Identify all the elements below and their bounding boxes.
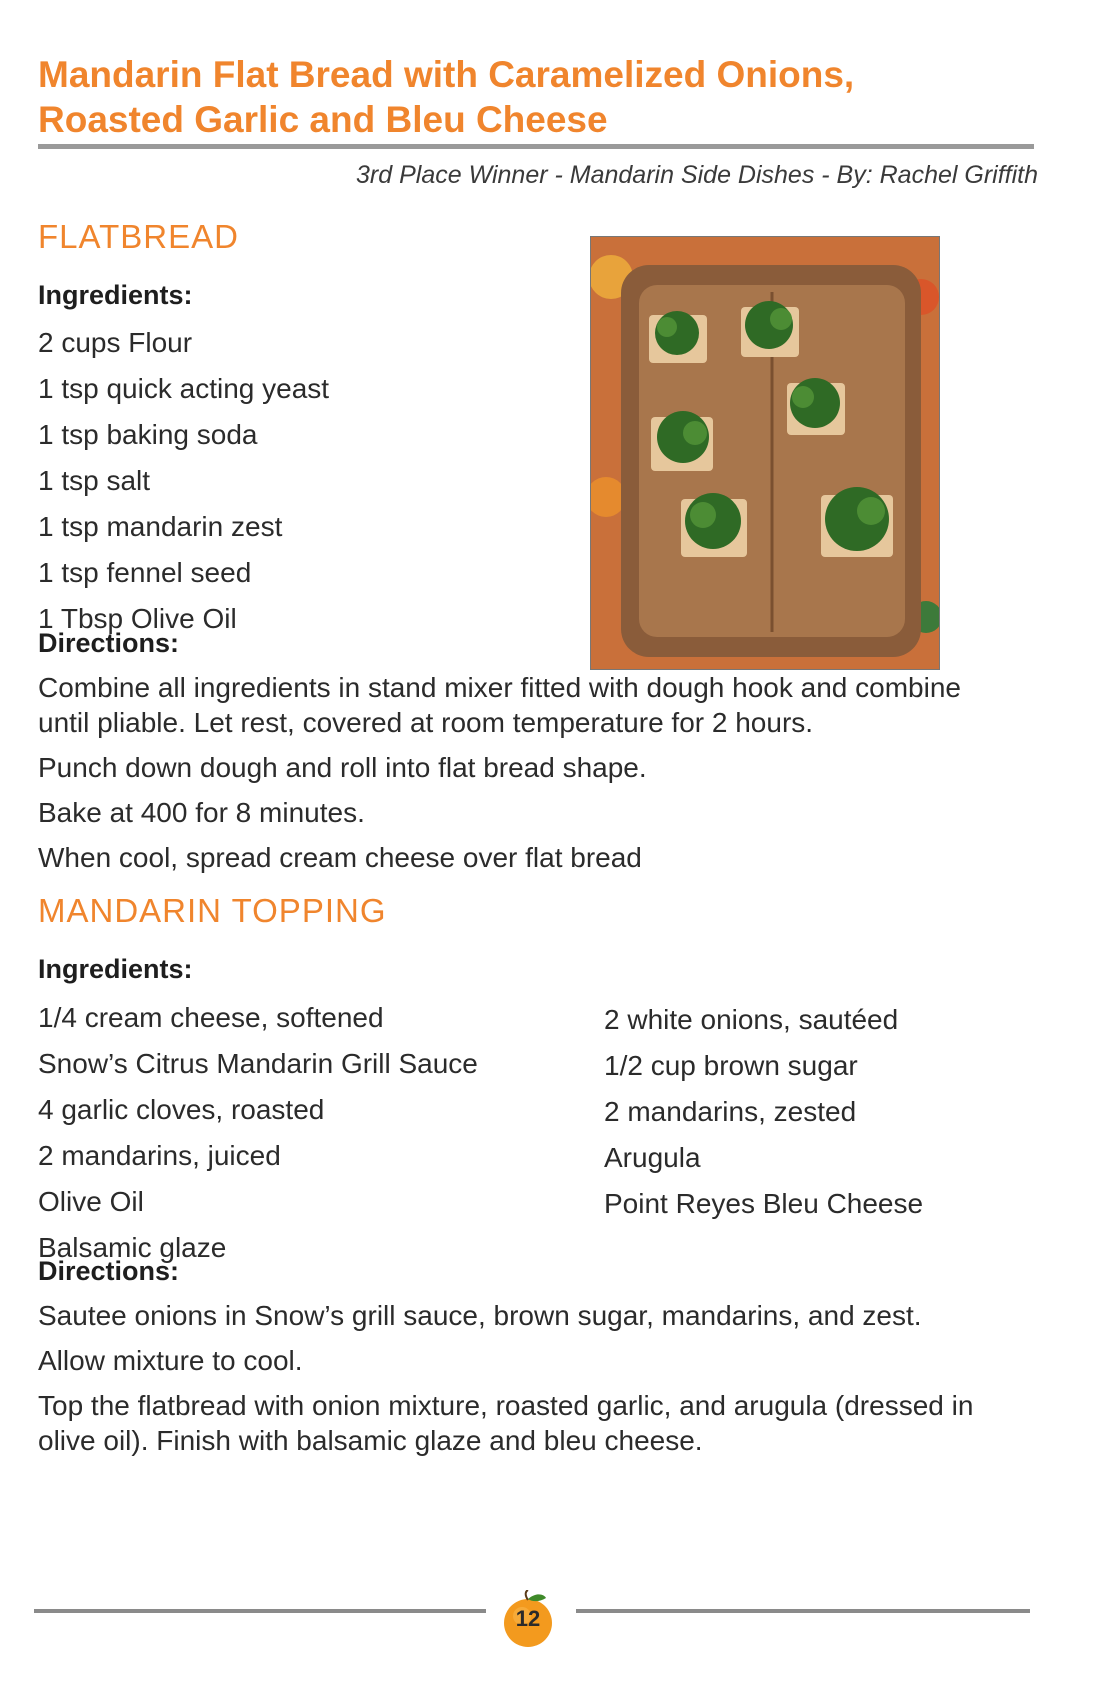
recipe-title xyxy=(38,52,1038,142)
list-item: 2 mandarins, juiced xyxy=(38,1140,281,1171)
list-item: 4 garlic cloves, roasted xyxy=(38,1094,325,1125)
list-item: 1 tsp mandarin zest xyxy=(38,511,283,542)
topping-directions-label: Directions: xyxy=(38,1256,180,1286)
topping-heading: MANDARIN TOPPING xyxy=(38,892,387,929)
list-item: 1 tsp baking soda xyxy=(38,419,258,450)
topping-ingredient-list-right xyxy=(604,997,923,1227)
list-item: Arugula xyxy=(604,1142,701,1173)
list-item: 1 tsp quick acting yeast xyxy=(38,373,330,404)
flatbread-directions-label: Directions: xyxy=(38,628,180,658)
flatbread-photo xyxy=(590,236,940,670)
list-item: 1/4 cream cheese, softened xyxy=(38,1002,384,1033)
list-item: 2 cups Flour xyxy=(38,327,193,358)
topping-directions xyxy=(38,1298,1038,1468)
flatbread-ingredients-label: Ingredients: xyxy=(38,280,193,310)
flatbread-directions xyxy=(38,670,998,885)
list-item: 2 mandarins, zested xyxy=(604,1096,857,1127)
topping-ingredients-label: Ingredients: xyxy=(38,954,193,984)
recipe-byline: 3rd Place Winner - Mandarin Side Dishes - By: Rachel Griffith xyxy=(356,161,1038,189)
list-item: 1/2 cup brown sugar xyxy=(604,1050,858,1081)
flatbread-ingredient-list xyxy=(38,320,329,642)
flatbread-heading: FLATBREAD xyxy=(38,218,239,255)
direction-step: Punch down dough and roll into flat bread shape. xyxy=(38,752,647,783)
direction-step: Bake at 400 for 8 minutes. xyxy=(38,797,365,828)
direction-step: Sautee onions in Snow’s grill sauce, brown sugar, mandarins, and zest. xyxy=(38,1300,922,1331)
title-line-1: Mandarin Flat Bread with Caramelized Onions, xyxy=(38,54,855,95)
direction-step: Top the flatbread with onion mixture, roasted garlic, and arugula (dressed in olive oil). Finish with balsamic glaze and bleu cheese. xyxy=(38,1390,974,1456)
page-number-badge xyxy=(500,1590,556,1648)
list-item: 1 tsp fennel seed xyxy=(38,557,252,588)
direction-step: Allow mixture to cool. xyxy=(38,1345,303,1376)
topping-ingredient-list-left xyxy=(38,995,478,1271)
direction-step: When cool, spread cream cheese over flat bread xyxy=(38,842,642,873)
list-item: Olive Oil xyxy=(38,1186,144,1217)
flatbread-photo-illustration xyxy=(591,237,939,669)
footer-rule-left xyxy=(34,1609,486,1613)
list-item: Point Reyes Bleu Cheese xyxy=(604,1188,924,1219)
footer-rule-right xyxy=(576,1609,1030,1613)
title-line-2: Roasted Garlic and Bleu Cheese xyxy=(38,99,608,140)
title-divider xyxy=(38,144,1034,149)
list-item: 2 white onions, sautéed xyxy=(604,1004,899,1035)
direction-step: Combine all ingredients in stand mixer fitted with dough hook and combine until pliable. Let rest, covered at room temperature for 2 hours. xyxy=(38,672,961,738)
list-item: Balsamic glaze xyxy=(38,1232,227,1263)
list-item: 1 Tbsp Olive Oil xyxy=(38,603,237,634)
page-number: 12 xyxy=(515,1606,541,1631)
list-item: Snow’s Citrus Mandarin Grill Sauce xyxy=(38,1048,478,1079)
list-item: 1 tsp salt xyxy=(38,465,151,496)
